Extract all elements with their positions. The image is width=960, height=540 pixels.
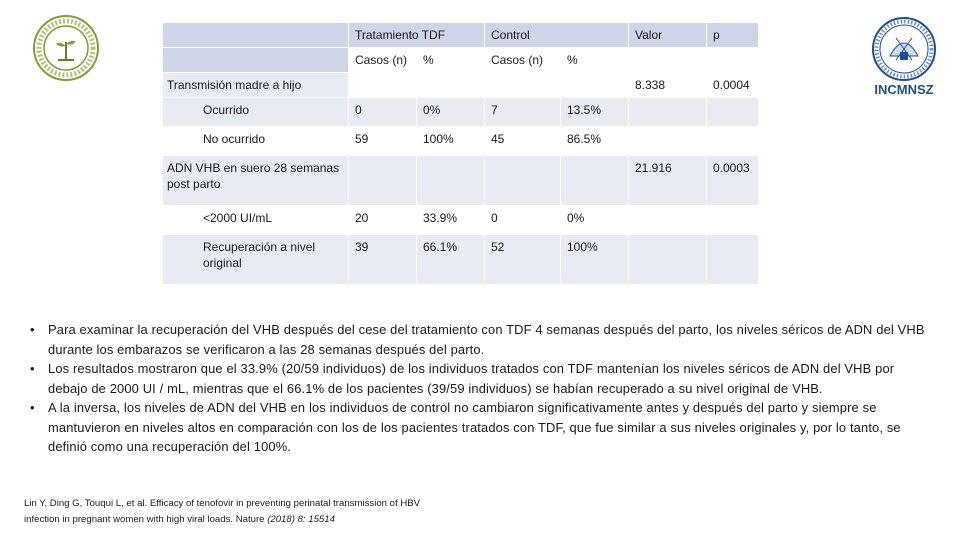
row-label: Ocurrido [163, 98, 349, 127]
header-valor: Valor [629, 23, 707, 48]
table-row [163, 127, 759, 156]
cell-ctrl-n: 7 [485, 98, 561, 127]
header-pct-tdf: % [417, 48, 485, 73]
header-empty [163, 48, 349, 73]
cell-ctrl-n: 52 [485, 235, 561, 285]
section-p: 0.0003 [707, 156, 759, 206]
institution-caption: INCMNSZ [874, 82, 934, 97]
reference-line-2-text: infection in pregnant women with high viral loads. Nature [24, 514, 268, 525]
table-row [163, 206, 759, 235]
section-p: 0.0004 [707, 73, 759, 98]
header-row-1 [163, 23, 759, 48]
left-logo [32, 14, 100, 82]
cell-tdf-pct: 0% [417, 98, 485, 127]
bullet-text: Para examinar la recuperación del VHB después del cese del tratamiento con TDF 4 semanas después del parto, los niveles séricos de ADN del VHB durante los embarazos se verificaron a las 28 semanas después del parto. [48, 322, 925, 357]
cell-ctrl-pct: 0% [561, 206, 629, 235]
results-table [162, 22, 759, 285]
bullet-item [28, 359, 933, 398]
section-row-adn [163, 156, 759, 206]
reference-citation: (2018) 8: 15514 [267, 514, 335, 525]
reference-line-1: Lin Y, Ding G, Touqui L, et al. Efficacy of tenofovir in preventing perinatal transmission of HBV [24, 498, 421, 509]
cell-tdf-pct: 33.9% [417, 206, 485, 235]
cell-ctrl-n: 45 [485, 127, 561, 156]
header-p: p [707, 23, 759, 48]
cell-tdf-n: 20 [349, 206, 417, 235]
bullet-text: Los resultados mostraron que el 33.9% (20/59 individuos) de los individuos tratados con TDF mantenían los niveles séricos de ADN del VHB por debajo de 2000 UI / mL, mientras que el 66.1% de los pacientes (39/59 individuos) se habían recuperado a su nivel original de VHB. [48, 361, 895, 396]
cell-tdf-n: 39 [349, 235, 417, 285]
bullet-dot-icon: • [30, 400, 35, 415]
cell-ctrl-pct: 100% [561, 235, 629, 285]
reference [24, 496, 420, 528]
header-row-2 [163, 48, 759, 73]
bullet-text: A la inversa, los niveles de ADN del VHB en los individuos de control no cambiaron significativamente antes y después del parto y siempre se mantuvieron en niveles altos en comparación con los de los pacientes tratados con TDF, que fue similar a sus niveles originales y, por lo tanto, se definió como una recuperación del 100%. [48, 400, 901, 454]
header-pct-ctrl: % [561, 48, 629, 73]
row-label: No ocurrido [163, 127, 349, 156]
cell-ctrl-pct: 86.5% [561, 127, 629, 156]
section-row-transmision [163, 73, 759, 98]
section-label: Transmisión madre a hijo [163, 73, 349, 98]
bullet-item [28, 320, 933, 359]
cell-tdf-n: 59 [349, 127, 417, 156]
row-label: Recuperación a nivel original [163, 235, 349, 285]
table-row [163, 235, 759, 285]
bullet-item [28, 398, 933, 457]
cell-tdf-pct: 66.1% [417, 235, 485, 285]
header-control: Control [485, 23, 629, 48]
bullet-dot-icon: • [30, 361, 35, 376]
header-casos-ctrl: Casos (n) [485, 48, 561, 73]
cell-tdf-n: 0 [349, 98, 417, 127]
header-empty [163, 23, 349, 48]
section-label: ADN VHB en suero 28 semanas post parto [163, 156, 349, 206]
cell-ctrl-n: 0 [485, 206, 561, 235]
seal-icon [866, 16, 942, 82]
cell-ctrl-pct: 13.5% [561, 98, 629, 127]
right-logo [866, 16, 942, 100]
header-casos-tdf: Casos (n) [349, 48, 417, 73]
table-row [163, 98, 759, 127]
seal-icon [32, 14, 100, 82]
section-valor: 8.338 [629, 73, 707, 98]
bullet-dot-icon: • [30, 322, 35, 337]
row-label: <2000 UI/mL [163, 206, 349, 235]
cell-tdf-pct: 100% [417, 127, 485, 156]
section-valor: 21.916 [629, 156, 707, 206]
bullet-list [28, 320, 933, 457]
reference-line-2 [24, 512, 420, 528]
header-tratamiento: Tratamiento TDF [349, 23, 485, 48]
